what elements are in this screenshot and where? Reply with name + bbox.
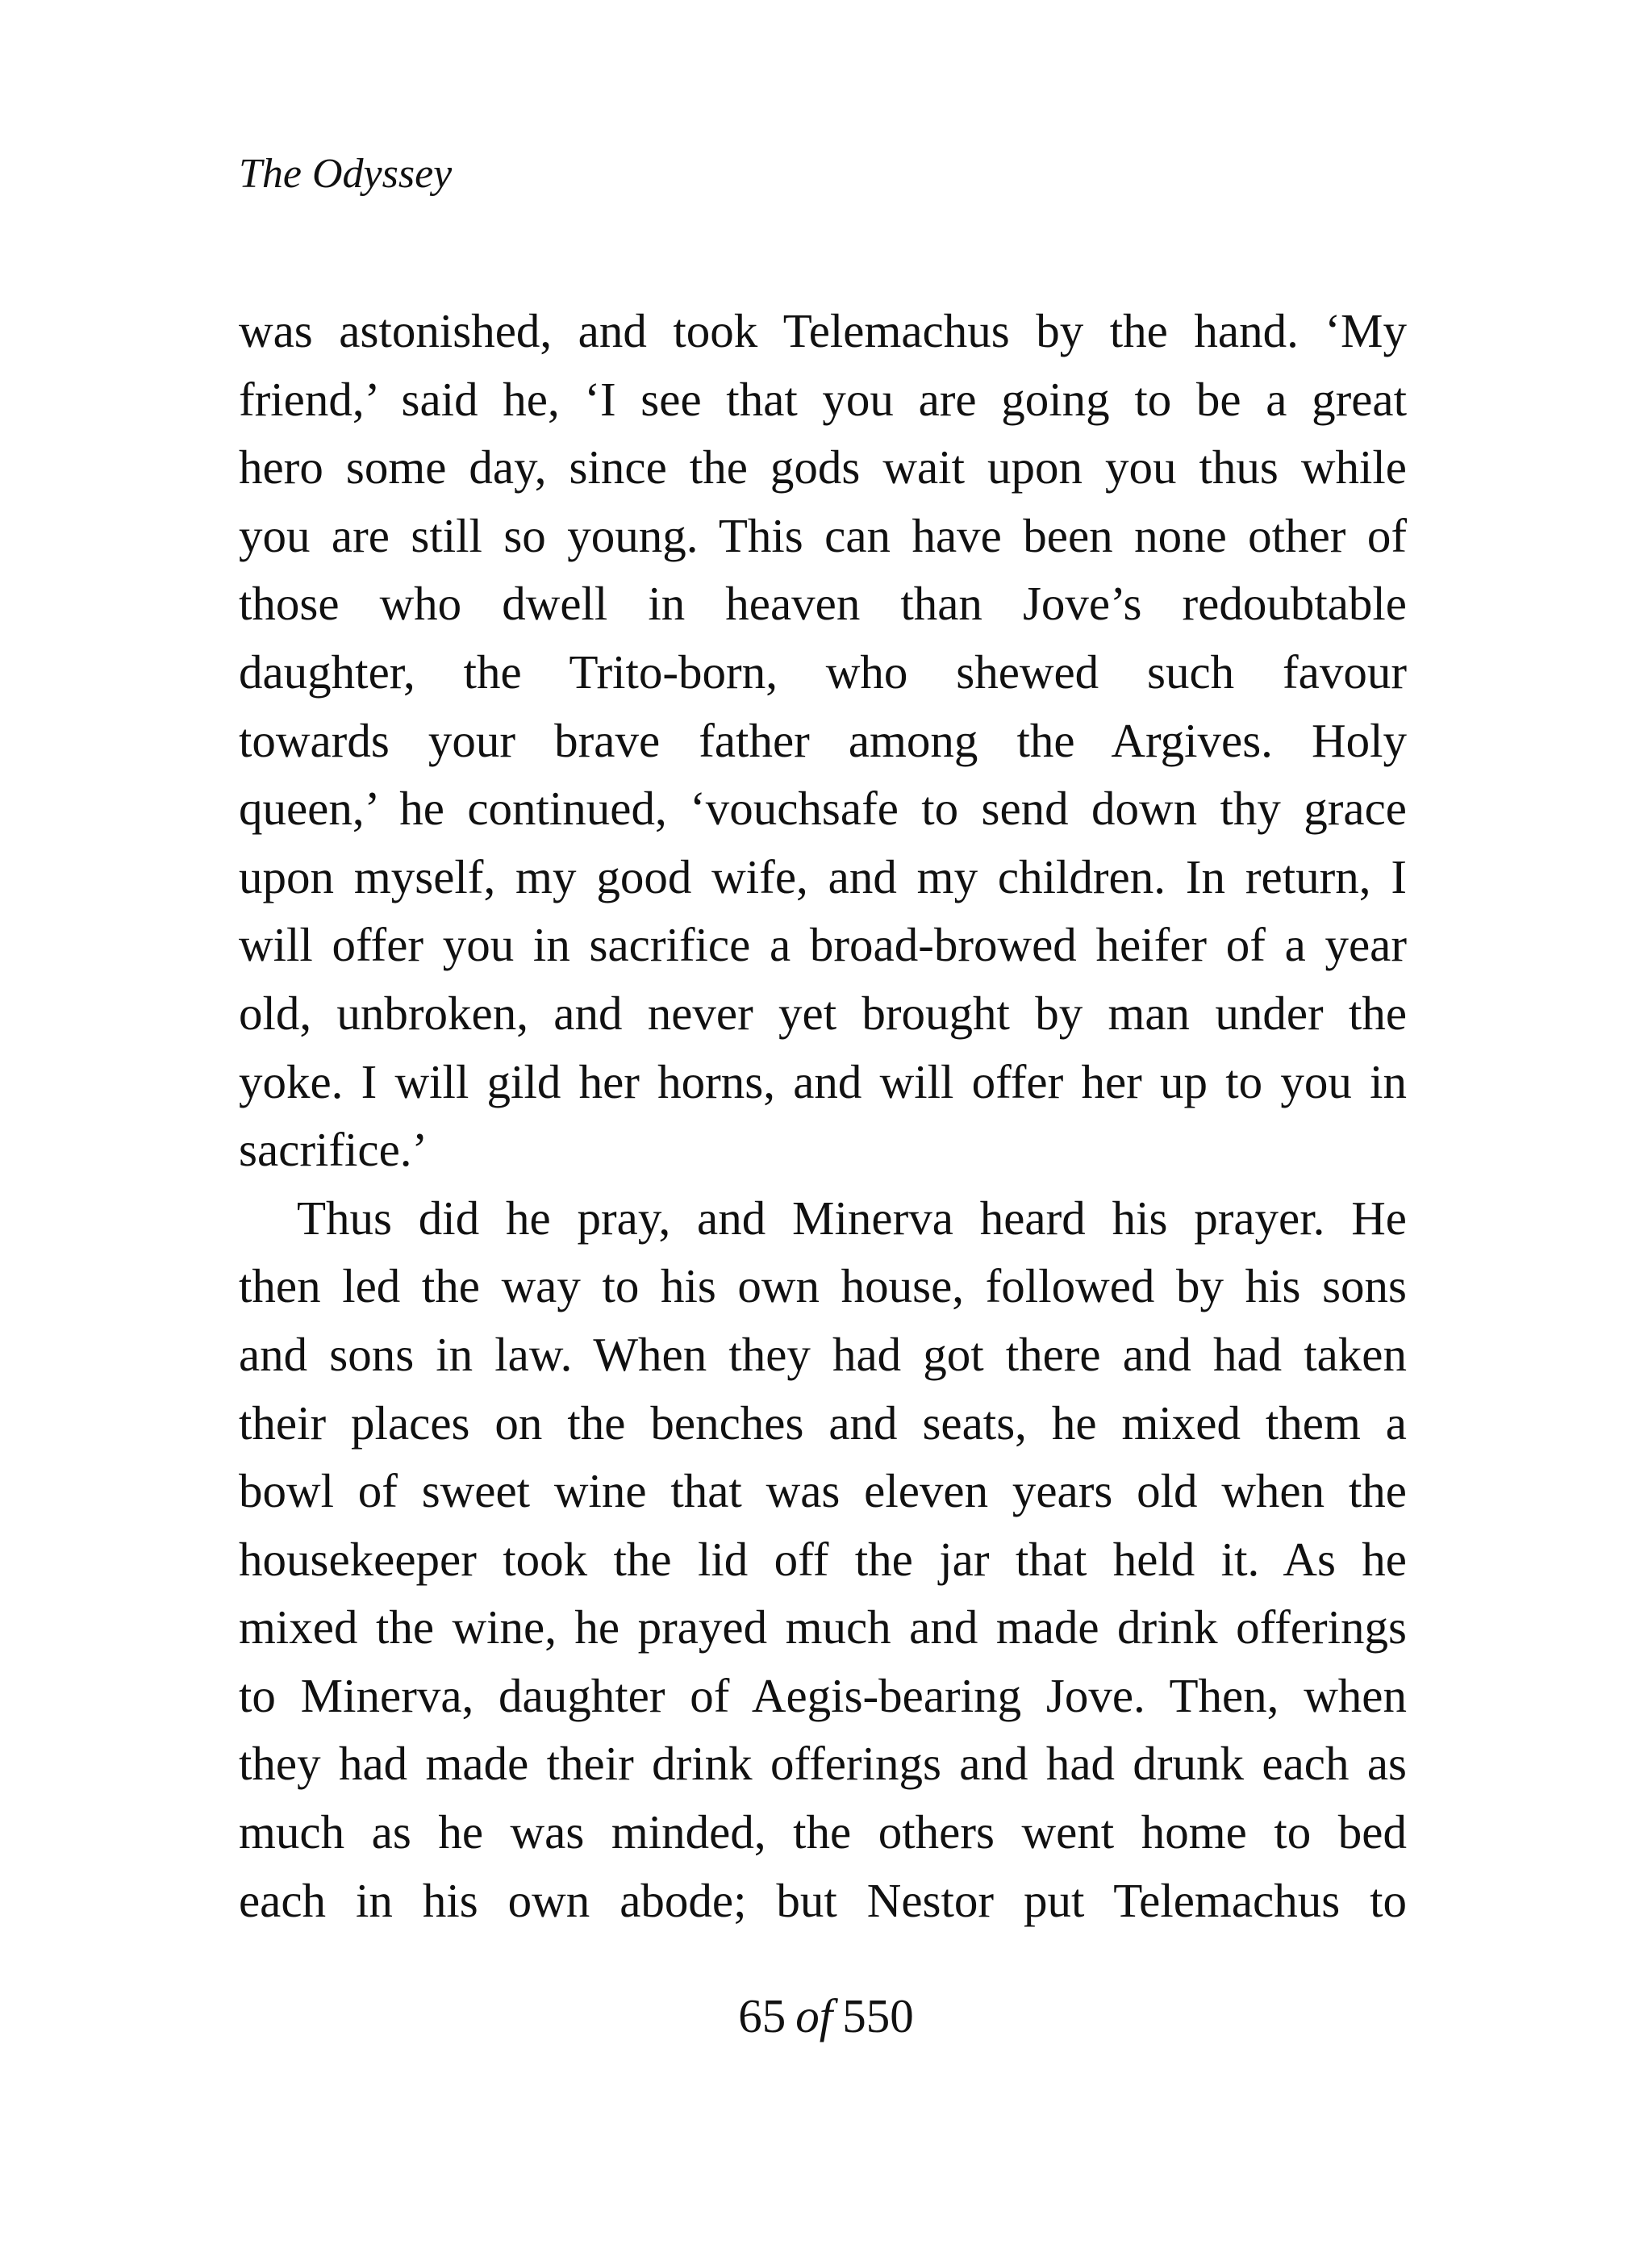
text-line: daughter, the Trito-born, who shewed such favour (239, 645, 1407, 699)
text-line: they had made their drink offerings and had drunk each as (239, 1737, 1407, 1791)
text-line: Thus did he pray, and Minerva heard his prayer. He (297, 1191, 1407, 1245)
text-line: housekeeper took the lid off the jar that held it. As he (239, 1532, 1407, 1586)
page-number-separator: of (795, 1989, 833, 2042)
text-line: old, unbroken, and never yet brought by man under the (239, 986, 1407, 1040)
text-line: those who dwell in heaven than Jove’s redoubtable (239, 577, 1407, 631)
text-line: you are still so young. This can have been none other of (239, 508, 1407, 562)
page-number-total: 550 (842, 1989, 914, 2042)
page-number-current: 65 (738, 1989, 786, 2042)
text-line: bowl of sweet wine that was eleven years old when the (239, 1464, 1407, 1518)
text-line: then led the way to his own house, followed by his sons (239, 1259, 1407, 1313)
text-line: friend,’ said he, ‘I see that you are going to be a great (239, 372, 1407, 426)
text-line: towards your brave father among the Argives. Holy (239, 713, 1407, 767)
paragraph (239, 297, 1407, 1184)
running-head: The Odyssey (239, 151, 453, 197)
text-line: and sons in law. When they had got there and had taken (239, 1327, 1407, 1381)
page-number (0, 1988, 1652, 2044)
text-line: their places on the benches and seats, he mixed them a (239, 1396, 1407, 1450)
text-line: each in his own abode; but Nestor put Telemachus to (239, 1873, 1407, 1927)
text-line: to Minerva, daughter of Aegis-bearing Jove. Then, when (239, 1668, 1407, 1722)
text-line: much as he was minded, the others went home to bed (239, 1805, 1407, 1859)
text-line: mixed the wine, he prayed much and made drink offerings (239, 1600, 1407, 1654)
text-line: upon myself, my good wife, and my children. In return, I (239, 849, 1407, 903)
text-line: sacrifice.’ (239, 1123, 428, 1177)
text-line: will offer you in sacrifice a broad-browed heifer of a year (239, 918, 1407, 972)
body-text (239, 297, 1407, 1934)
text-line: was astonished, and took Telemachus by the hand. ‘My (239, 304, 1407, 357)
paragraph (239, 1184, 1407, 1935)
text-line: hero some day, since the gods wait upon you thus while (239, 440, 1407, 494)
text-line: yoke. I will gild her horns, and will offer her up to you in (239, 1054, 1407, 1108)
text-line: queen,’ he continued, ‘vouchsafe to send down thy grace (239, 782, 1407, 836)
